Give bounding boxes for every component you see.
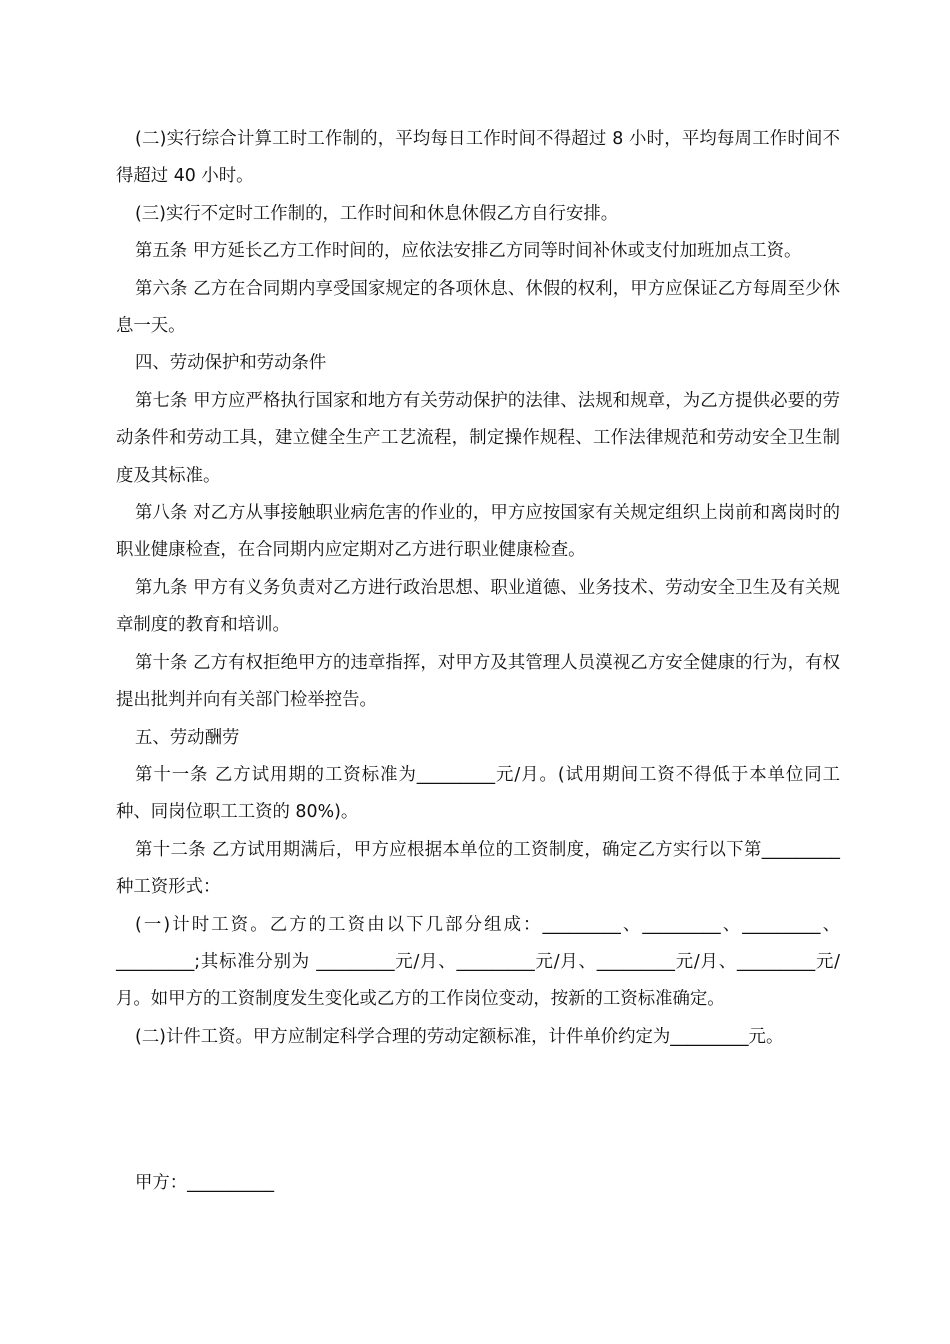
- article-5: 第五条 甲方延长乙方工作时间的，应依法安排乙方同等时间补休或支付加班加点工资。: [135, 241, 802, 262]
- article-9: 第九条 甲方有义务负责对乙方进行政治思想、职业道德、业务技术、劳动安全卫生及有关规章制度的教育和培训。: [116, 577, 840, 636]
- clause-time-wage: (一)计时工资。乙方的工资由以下几部分组成：_________、_________、_________、_________;其标准分别为 _________元/月、_________元/月、_________元/月、_________元/月。如甲方的工资制度发生变化或乙方的工作岗位变动，按新的工资标准确定。: [116, 914, 840, 1010]
- article-11: 第十一条 乙方试用期的工资标准为_________元/月。(试用期间工资不得低于本单位同工种、同岗位职工工资的 80%)。: [116, 764, 840, 823]
- article-10: 第十条 乙方有权拒绝甲方的违章指挥，对甲方及其管理人员漠视乙方安全健康的行为，有权提出批判并向有关部门检举控告。: [116, 652, 840, 711]
- section-heading-labor-protection: 四、劳动保护和劳动条件: [135, 353, 327, 374]
- party-a-signature-line: 甲方：__________: [135, 1173, 275, 1193]
- section-heading-remuneration: 五、劳动酬劳: [135, 727, 240, 748]
- article-6: 第六条 乙方在合同期内享受国家规定的各项休息、休假的权利，甲方应保证乙方每周至少休息一天。: [116, 278, 840, 337]
- contract-body: [116, 121, 840, 1056]
- article-12: 第十二条 乙方试用期满后，甲方应根据本单位的工资制度，确定乙方实行以下第_________种工资形式：: [116, 839, 840, 898]
- article-8: 第八条 对乙方从事接触职业病危害的作业的，甲方应按国家有关规定组织上岗前和离岗时的职业健康检查，在合同期内应定期对乙方进行职业健康检查。: [116, 503, 840, 561]
- article-7: 第七条 甲方应严格执行国家和地方有关劳动保护的法律、法规和规章，为乙方提供必要的劳动条件和劳动工具，建立健全生产工艺流程，制定操作规程、工作法律规范和劳动安全卫生制度及其标准。: [116, 390, 840, 486]
- clause-piece-wage: (二)计件工资。甲方应制定科学合理的劳动定额标准，计件单价约定为_________元。: [135, 1026, 784, 1047]
- clause-comprehensive-hours: (二)实行综合计算工时工作制的，平均每日工作时间不得超过 8 小时，平均每周工作时间不得超过 40 小时。: [116, 129, 840, 187]
- clause-flexible-hours: (三)实行不定时工作制的，工作时间和休息休假乙方自行安排。: [135, 203, 619, 224]
